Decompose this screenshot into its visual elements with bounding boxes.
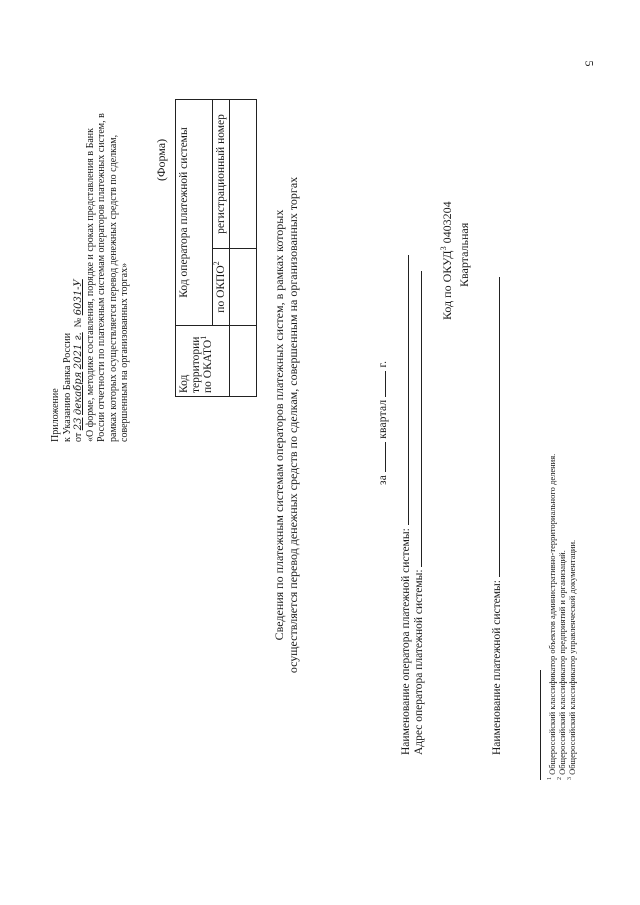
footnote-3-text: Общероссийский классификатор управленческой документации.	[567, 539, 577, 775]
operator-address-line	[421, 271, 422, 567]
period-year-suffix: г.	[377, 360, 389, 368]
appendix-line2: к Указанию Банка России	[61, 332, 73, 442]
system-name-label: Наименование платежной системы:	[491, 580, 503, 755]
period-prefix: за	[377, 474, 389, 485]
okpo-sup: 2	[212, 261, 222, 266]
code-table	[175, 99, 257, 397]
okpo-header: по ОКПО	[215, 265, 227, 313]
footnotes	[547, 454, 577, 780]
system-name-line	[499, 277, 500, 577]
date-day: 23	[73, 417, 84, 431]
okud-label: Код по ОКУД	[440, 250, 454, 320]
okato-header-cell	[176, 326, 230, 397]
operator-code-header-cell	[176, 100, 213, 326]
period-quarter-word: квартал	[377, 399, 389, 439]
periodicity: Квартальная	[457, 222, 471, 287]
footnote-2-text: Общероссийский классификатор предприятий и организаций.	[557, 550, 567, 775]
operator-address-field	[413, 271, 425, 755]
appendix-block	[50, 102, 131, 442]
okato-sup: 1	[199, 335, 209, 340]
okato-header: Код территории по ОКАТО	[178, 336, 214, 393]
date-month: декабря	[73, 371, 84, 416]
registration-value-cell	[230, 100, 257, 249]
footnote-1	[547, 454, 557, 780]
appendix-date-line	[73, 102, 85, 442]
year-blank	[385, 371, 386, 397]
okpo-cell	[213, 249, 230, 326]
okpo-value-cell	[230, 249, 257, 326]
footnote-2	[557, 454, 567, 780]
registration-number-cell	[213, 100, 230, 249]
footnote-3	[567, 454, 577, 780]
operator-address-label: Адрес оператора платежной системы:	[413, 569, 425, 755]
report-title: Сведения по платежным системам операторов платежных систем, в рамках которых осуществляется перевод денежных средств по сделкам, совершенным на организованных торгах	[272, 176, 300, 674]
rotated-form-sheet	[20, 25, 620, 885]
appendix-document-title: «О форме, методике составления, порядке и сроках представления в Банк России отчетности по платежным системам операторов платежных систем, в рамках которых осуществляется перевод денежных средств по сделкам, совершенным на организованных торгах»	[84, 113, 130, 442]
okud-value: 0403204	[440, 201, 454, 244]
quarter-blank	[385, 442, 386, 472]
footnote-2-sup: 2	[557, 777, 564, 780]
operator-name-line	[408, 255, 409, 525]
registration-number-header: регистрационный номер	[215, 114, 227, 234]
document-number: 6031-У	[73, 279, 84, 316]
operator-name-field	[400, 255, 412, 755]
footnote-1-sup: 1	[547, 777, 554, 780]
okato-value-cell	[230, 326, 257, 397]
page-number: 5	[582, 60, 597, 67]
operator-code-header: Код оператора платежной системы	[178, 127, 190, 298]
footnote-separator	[540, 670, 541, 780]
reporting-period	[377, 361, 389, 485]
form-label: (Форма)	[154, 138, 168, 181]
date-prefix: от	[73, 432, 84, 442]
operator-name-label: Наименование оператора платежной системы:	[400, 528, 412, 755]
number-prefix: №	[73, 317, 84, 328]
okud-sup: 3	[439, 246, 448, 251]
okud-code	[440, 201, 455, 320]
system-name-field	[491, 277, 503, 755]
footnote-3-sup: 3	[567, 777, 574, 780]
footnote-1-text: Общероссийский классификатор объектов административно-территориального деления.	[547, 453, 557, 775]
appendix-line1: Приложение	[50, 388, 61, 442]
date-year: 2021 г.	[73, 332, 84, 370]
